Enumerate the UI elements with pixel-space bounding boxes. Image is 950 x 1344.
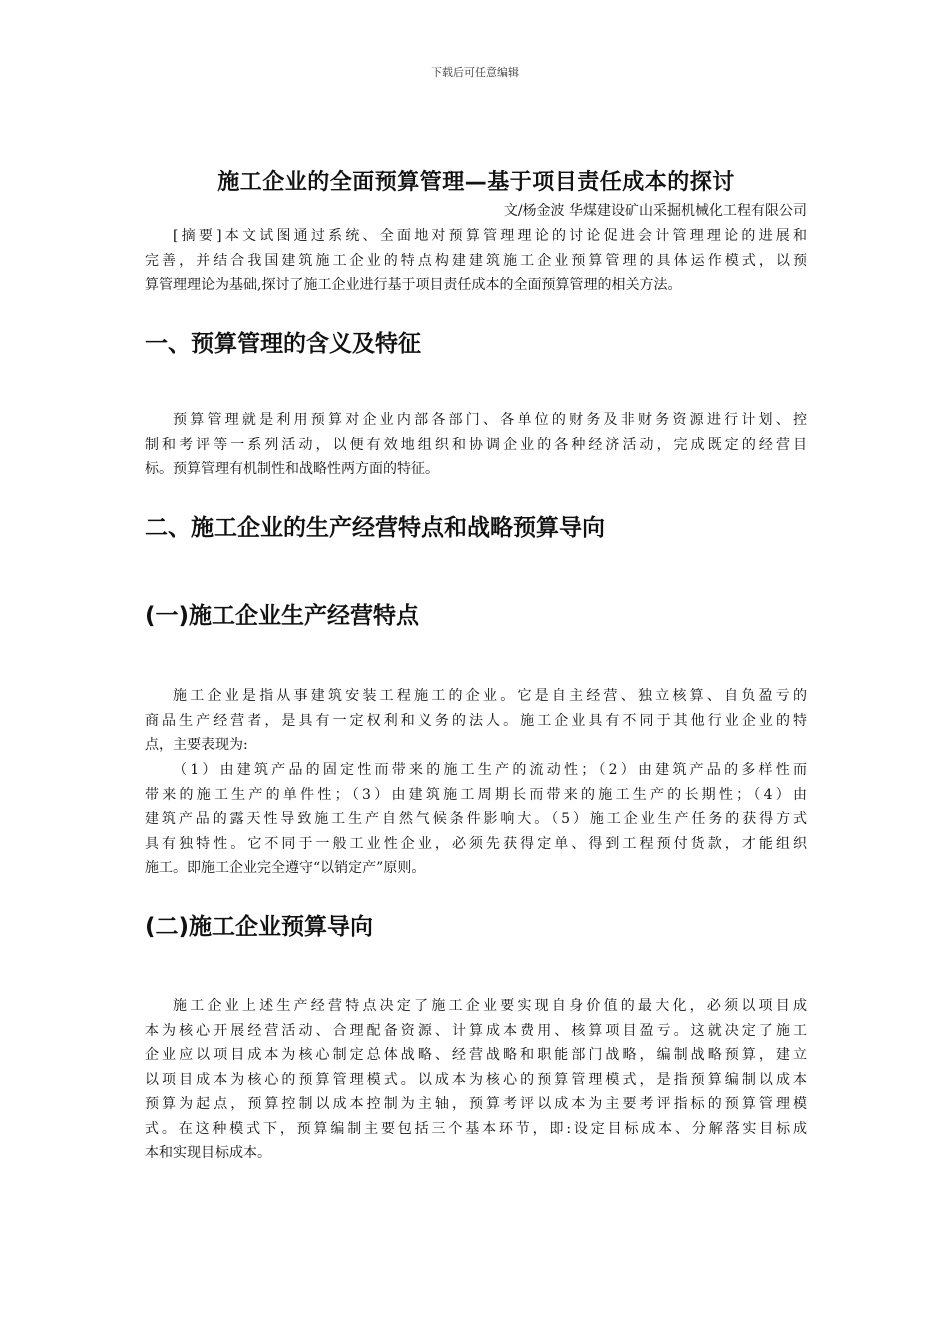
- paragraph-line: 具有独特性。它不同于一般工业性企业，必须先获得定单、得到工程预付货款，才能组织: [145, 835, 807, 852]
- paragraph-line: 制和考评等一系列活动，以便有效地组织和协调企业的各种经济活动，完成既定的经营目: [145, 436, 807, 453]
- paragraph-line: 建筑产品的露天性导致施工生产自然气候条件影响大。（5）施工企业生产任务的获得方式: [145, 811, 807, 827]
- paragraph-line: （1）由建筑产品的固定性而带来的施工生产的流动性；（2）由建筑产品的多样性而: [173, 762, 807, 778]
- article-title: 施工企业的全面预算管理—基于项目责任成本的探讨: [217, 169, 735, 195]
- page-header-note: 下载后可任意编辑: [431, 66, 519, 79]
- paragraph-line: 企业应以项目成本为核心制定总体战略、经营战略和职能部门战略，编制战略预算，建立: [145, 1047, 807, 1063]
- paragraph-line: 施工。即施工企业完全遵守“以销定产”原则。: [145, 860, 426, 876]
- abstract-paragraph: [145, 224, 807, 298]
- subsection-1-paragraph: [145, 684, 807, 758]
- abstract-line: [摘要]本文试图通过系统、全面地对预算管理理论的讨论促进会计管理理论的进展和: [173, 228, 807, 244]
- section-heading-2: 二、施工企业的生产经营特点和战略预算导向: [145, 515, 605, 541]
- subsection-heading-1: (一)施工企业生产经营特点: [145, 603, 420, 629]
- paragraph-line: 预算为起点，预算控制以成本控制为主轴，预算考评以成本为主要考评指标的预算管理模: [145, 1096, 807, 1112]
- paragraph-line: 式。在这种模式下，预算编制主要包括三个基本环节，即:设定目标成本、分解落实目标成: [145, 1120, 807, 1137]
- abstract-line: 算管理理论为基础,探讨了施工企业进行基于项目责任成本的全面预算管理的相关方法。: [145, 277, 682, 293]
- abstract-line: 完善，并结合我国建筑施工企业的特点构建建筑施工企业预算管理的具体运作模式，以预: [145, 252, 807, 269]
- paragraph-line: 标。预算管理有机制性和战略性两方面的特征。: [145, 461, 439, 477]
- paragraph-line: 带来的施工生产的单件性；（3）由建筑施工周期长而带来的施工生产的长期性；（4）由: [145, 786, 807, 803]
- paragraph-line: 商品生产经营者，是具有一定权利和义务的法人。施工企业具有不同于其他行业企业的特: [145, 712, 807, 729]
- paragraph-line: 以项目成本为核心的预算管理模式。以成本为核心的预算管理模式，是指预算编制以成本: [145, 1071, 807, 1088]
- paragraph-line: 施工企业是指从事建筑安装工程施工的企业。它是自主经营、独立核算、自负盈亏的: [173, 688, 807, 704]
- section-1-paragraph: [145, 408, 807, 482]
- paragraph-line: 预算管理就是利用预算对企业内部各部门、各单位的财务及非财务资源进行计划、控: [173, 412, 807, 428]
- paragraph-line: 施工企业上述生产经营特点决定了施工企业要实现自身价值的最大化，必须以项目成: [173, 998, 807, 1014]
- subsection-heading-2: (二)施工企业预算导向: [145, 914, 374, 940]
- section-heading-1: 一、预算管理的含义及特征: [145, 331, 421, 357]
- subsection-1-list-paragraph: [145, 758, 807, 881]
- paragraph-line: 本和实现目标成本。: [145, 1145, 271, 1161]
- subsection-2-paragraph: [145, 994, 807, 1166]
- paragraph-line: 点，主要表现为:: [145, 737, 248, 753]
- paragraph-line: 本为核心开展经营活动、合理配备资源、计算成本费用、核算项目盈亏。这就决定了施工: [145, 1022, 807, 1039]
- author-byline: 文/杨金波 华煤建设矿山采掘机械化工程有限公司: [503, 203, 807, 219]
